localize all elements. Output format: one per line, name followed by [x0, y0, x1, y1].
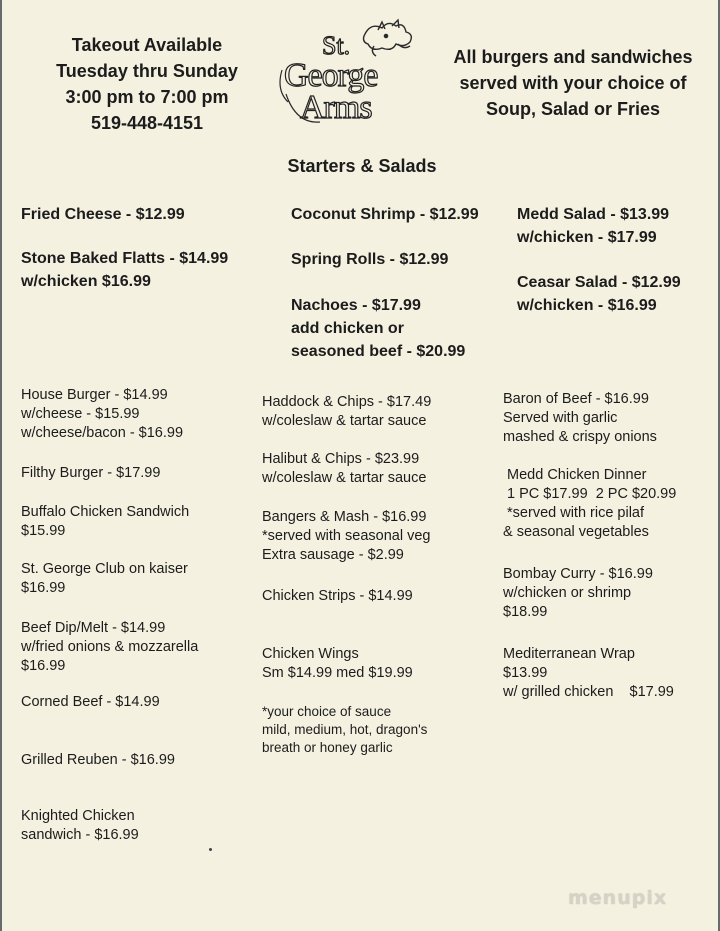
item-line: Grilled Reuben - $16.99	[21, 752, 175, 768]
menu-item-grilled-reuben	[21, 751, 175, 770]
menu-item-bangers-mash	[262, 508, 430, 565]
item-line: *your choice of sauce	[262, 704, 392, 719]
menu-item-bombay-curry	[503, 565, 653, 622]
takeout-hours: 3:00 pm to 7:00 pm	[65, 87, 229, 107]
item-line: w/chicken $16.99	[21, 273, 151, 290]
speck-mark	[209, 848, 212, 851]
item-line: Stone Baked Flatts - $14.99	[21, 250, 229, 267]
item-line: House Burger - $14.99	[21, 387, 168, 403]
menu-item-house-burger	[21, 386, 183, 443]
item-line: $13.99	[503, 665, 548, 681]
item-line: Extra sausage - $2.99	[262, 547, 404, 563]
item-line: *served with rice pilaf	[503, 505, 645, 521]
takeout-info	[32, 32, 262, 136]
item-line: w/cheese/bacon - $16.99	[21, 425, 184, 441]
takeout-days: Tuesday thru Sunday	[56, 61, 238, 81]
item-line: Sm $14.99 med $19.99	[262, 665, 413, 681]
item-line: Fried Cheese - $12.99	[21, 206, 185, 223]
menu-item-fried-cheese	[21, 203, 185, 226]
item-line: w/coleslaw & tartar sauce	[262, 413, 427, 429]
menu-item-knighted-chicken	[21, 807, 139, 845]
item-line: mashed & crispy onions	[503, 429, 657, 445]
item-line: add chicken or	[291, 320, 404, 337]
item-line: Medd Salad - $13.99	[517, 206, 670, 223]
menu-item-medd-chicken-dinner	[503, 466, 676, 542]
menu-item-mediterranean-wrap	[503, 645, 674, 702]
menu-item-flatts	[21, 247, 228, 293]
logo-text-george: George	[284, 57, 378, 94]
menupix-watermark: menupix	[568, 887, 668, 909]
dragon-icon	[364, 20, 412, 56]
menu-item-filthy-burger	[21, 464, 160, 483]
menu-item-medd-salad	[517, 203, 669, 249]
item-line: 1 PC $17.99 2 PC $20.99	[503, 486, 677, 502]
phone-number: 519-448-4151	[90, 113, 204, 133]
item-line: w/coleslaw & tartar sauce	[262, 470, 427, 486]
item-line: Spring Rolls - $12.99	[291, 251, 449, 268]
item-line: & seasonal vegetables	[503, 524, 649, 540]
item-line: Halibut & Chips - $23.99	[262, 451, 420, 467]
menu-item-baron-of-beef	[503, 390, 657, 447]
menu-item-ceasar-salad	[517, 271, 681, 317]
item-line: w/ grilled chicken $17.99	[503, 684, 674, 700]
item-line: breath or honey garlic	[262, 740, 393, 755]
item-line: Haddock & Chips - $17.49	[262, 394, 432, 410]
menu-item-halibut	[262, 450, 426, 488]
served-line: Soup, Salad or Fries	[485, 99, 661, 119]
item-line: Mediterranean Wrap	[503, 646, 635, 662]
st-george-arms-logo	[278, 16, 428, 128]
section-title-starters: Starters & Salads	[287, 156, 437, 176]
menu-item-corned-beef	[21, 693, 160, 712]
logo-graphic	[278, 16, 428, 128]
served-with-note	[442, 44, 704, 122]
item-line: Buffalo Chicken Sandwich	[21, 504, 190, 520]
menu-item-chicken-wings	[262, 645, 413, 683]
menu-item-beef-dip	[21, 619, 198, 676]
item-line: w/chicken or shrimp	[503, 585, 632, 601]
item-line: Medd Chicken Dinner	[503, 467, 647, 483]
item-line: Beef Dip/Melt - $14.99	[21, 620, 166, 636]
menu-item-nachoes	[291, 294, 465, 363]
menu-item-st-george-club	[21, 560, 188, 598]
item-line: $16.99	[21, 580, 66, 596]
item-line: w/chicken - $17.99	[517, 229, 657, 246]
item-line: $16.99	[21, 658, 66, 674]
item-line: w/chicken - $16.99	[517, 297, 657, 314]
item-line: Bombay Curry - $16.99	[503, 566, 653, 582]
item-line: Knighted Chicken	[21, 808, 135, 824]
menu-item-spring-rolls	[291, 248, 448, 271]
item-line: mild, medium, hot, dragon's	[262, 722, 428, 737]
logo-text-arms: Arms	[300, 89, 372, 126]
item-line: $15.99	[21, 523, 66, 539]
item-line: w/fried onions & mozzarella	[21, 639, 199, 655]
item-line: w/cheese - $15.99	[21, 406, 140, 422]
item-line: Bangers & Mash - $16.99	[262, 509, 427, 525]
wing-sauce-note	[262, 703, 427, 757]
item-line: Filthy Burger - $17.99	[21, 465, 161, 481]
menu-item-haddock	[262, 393, 431, 431]
served-line: served with your choice of	[459, 73, 687, 93]
served-line: All burgers and sandwiches	[453, 47, 693, 67]
item-line: Served with garlic	[503, 410, 618, 426]
menu-item-chicken-strips	[262, 587, 413, 606]
logo-text-st: St.	[322, 31, 351, 60]
menu-item-coconut-shrimp	[291, 203, 479, 226]
menu-item-buffalo-chicken	[21, 503, 189, 541]
item-line: Nachoes - $17.99	[291, 297, 421, 314]
item-line: Baron of Beef - $16.99	[503, 391, 649, 407]
item-line: Corned Beef - $14.99	[21, 694, 160, 710]
item-line: sandwich - $16.99	[21, 827, 139, 843]
item-line: seasoned beef - $20.99	[291, 343, 466, 360]
takeout-line: Takeout Available	[71, 35, 223, 55]
item-line: Coconut Shrimp - $12.99	[291, 206, 479, 223]
item-line: Ceasar Salad - $12.99	[517, 274, 681, 291]
item-line: Chicken Strips - $14.99	[262, 588, 413, 604]
item-line: *served with seasonal veg	[262, 528, 431, 544]
item-line: St. George Club on kaiser	[21, 561, 188, 577]
item-line: $18.99	[503, 604, 548, 620]
item-line: Chicken Wings	[262, 646, 359, 662]
